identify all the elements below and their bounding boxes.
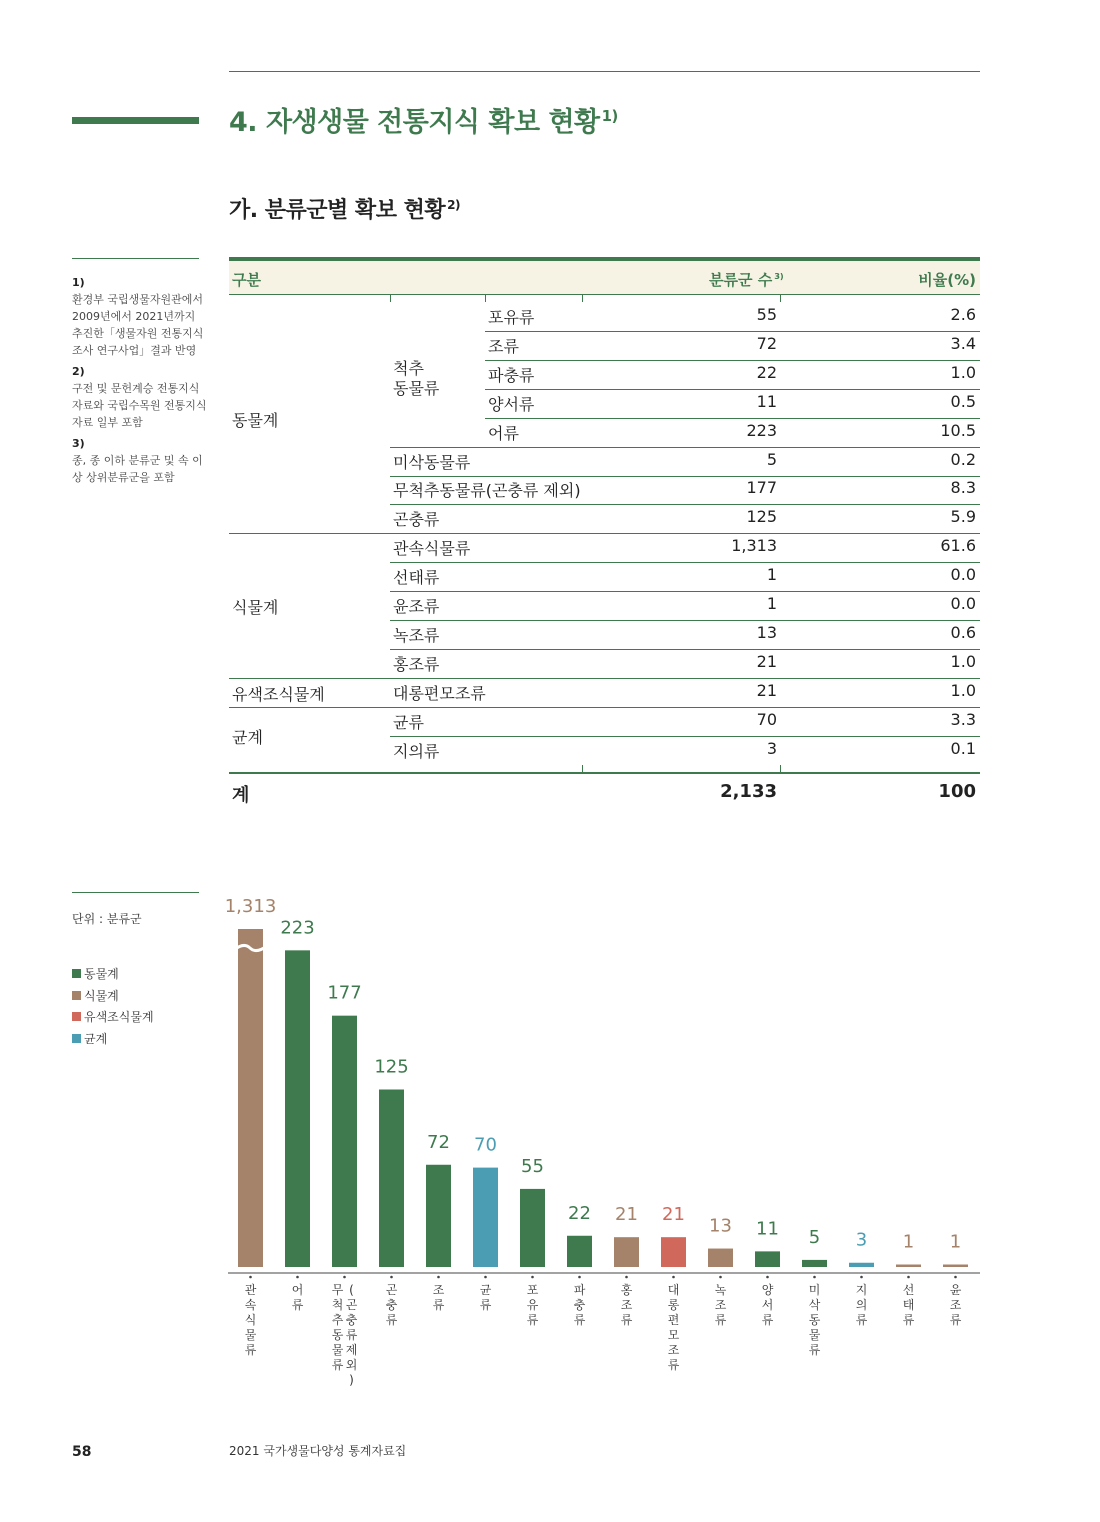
tick-label-char: 곤 xyxy=(385,1283,398,1297)
tick-label-char: 류 xyxy=(949,1313,962,1327)
table-row-name: 무척추동물류(곤충류 제외) xyxy=(393,481,581,501)
tick-label-char: 류 xyxy=(855,1313,868,1327)
chart-unit: 단위 : 분류군 xyxy=(72,912,142,926)
tick-label-char: 속 xyxy=(244,1298,257,1312)
header-category: 구분 xyxy=(232,271,261,289)
tick-label-char: 대 xyxy=(667,1283,680,1297)
tick-dot xyxy=(719,1276,722,1279)
tick-label-char: 롱 xyxy=(667,1298,680,1312)
legend-item: 식물계 xyxy=(72,986,154,1008)
tick-label-char: ) xyxy=(349,1373,354,1387)
tick-label-char: 관 xyxy=(244,1283,257,1297)
table-row-count: 22 xyxy=(756,362,777,382)
tick-label-char: 양 xyxy=(761,1283,774,1297)
table-row-ratio: 5.9 xyxy=(950,507,976,527)
bar xyxy=(285,950,310,1267)
tick-dot xyxy=(907,1276,910,1279)
section-title: 4. 자생생물 전통지식 확보 현황 $^{1)}$ xyxy=(229,107,618,138)
table-row-count: 21 xyxy=(756,680,777,700)
data-label: 1 xyxy=(902,1231,915,1253)
tick-label-char: 류 xyxy=(291,1298,304,1312)
tick-label-char: 윤 xyxy=(949,1283,962,1297)
tick-dot xyxy=(954,1276,957,1279)
table-row-name: 어류 xyxy=(488,423,519,443)
bar xyxy=(379,1090,404,1268)
table-row-name: 미삭동물류 xyxy=(393,452,471,472)
tick-label-char: 외 xyxy=(345,1358,358,1372)
table-row-ratio: 61.6 xyxy=(940,536,976,556)
total-ratio: 100 xyxy=(938,781,976,802)
group-chromista: 유색조식물계 xyxy=(232,685,325,704)
tick-label-char: 파 xyxy=(573,1283,586,1297)
tick-label-char: 물 xyxy=(244,1328,257,1342)
bar xyxy=(802,1260,827,1267)
tick-label-char: 조 xyxy=(667,1343,680,1357)
tick-label-char: 균 xyxy=(479,1283,492,1297)
table-row-ratio: 3.3 xyxy=(950,709,976,729)
data-label: 55 xyxy=(521,1155,544,1177)
tick-label-char: 포 xyxy=(526,1283,539,1297)
table-row-count: 11 xyxy=(756,391,777,411)
tick-label-char: 동 xyxy=(808,1313,821,1327)
table-row-count: 3 xyxy=(766,738,777,758)
table-row-count: 72 xyxy=(756,333,777,353)
footnote-text: 종, 종 이하 분류군 및 속 이상 상위분류군을 포함 xyxy=(72,454,203,484)
data-label: 177 xyxy=(327,982,362,1004)
table-row-ratio: 0.5 xyxy=(950,391,976,411)
table-row-ratio: 0.0 xyxy=(950,565,976,585)
data-label: 22 xyxy=(568,1202,591,1224)
tick-label-char: 류 xyxy=(808,1343,821,1357)
legend-item: 동물계 xyxy=(72,964,154,986)
bar xyxy=(661,1237,686,1267)
table-row-ratio: 1.0 xyxy=(950,680,976,700)
tick-dot xyxy=(249,1276,252,1279)
table-row-count: 13 xyxy=(756,622,777,642)
tick-label-char: 류 xyxy=(526,1313,539,1327)
tick-label-char: 류 xyxy=(714,1313,727,1327)
table-row-count: 55 xyxy=(756,305,777,324)
table-row-name: 포유류 xyxy=(488,308,535,327)
tick-dot xyxy=(296,1276,299,1279)
table-row-ratio: 0.2 xyxy=(950,449,976,469)
tick-label-char: 류 xyxy=(667,1358,680,1372)
table-row-ratio: 10.5 xyxy=(940,420,976,440)
tick-dot xyxy=(578,1276,581,1279)
tick-label-char: 선 xyxy=(902,1283,915,1297)
tick-label-char: 미 xyxy=(808,1283,821,1297)
total-count: 2,133 xyxy=(720,781,777,802)
tick-label-char: ( xyxy=(349,1283,354,1297)
tick-label-char: 서 xyxy=(761,1298,774,1312)
tick-label-char: 류 xyxy=(479,1298,492,1312)
data-label: 21 xyxy=(615,1204,638,1226)
data-label: 72 xyxy=(427,1131,450,1153)
bar xyxy=(755,1251,780,1267)
bar xyxy=(567,1236,592,1267)
tick-label-char: 어 xyxy=(291,1283,304,1297)
data-label: 5 xyxy=(808,1226,821,1248)
tick-label-char: 척 xyxy=(331,1298,344,1312)
tick-label-char: 충 xyxy=(385,1298,398,1312)
tick-label-char: 삭 xyxy=(808,1298,821,1312)
tick-label-char: 류 xyxy=(620,1313,633,1327)
table-row-name: 관속식물류 xyxy=(393,539,471,559)
legend-item: 균계 xyxy=(72,1029,154,1051)
bar xyxy=(520,1189,545,1267)
table-row-name: 선태류 xyxy=(393,568,440,588)
table-row-ratio: 0.6 xyxy=(950,622,976,642)
table-row-count: 70 xyxy=(756,709,777,729)
tick-label-char: 편 xyxy=(667,1313,680,1327)
table-row-count: 21 xyxy=(756,651,777,671)
tick-label-char: 지 xyxy=(855,1283,868,1297)
table-row-ratio: 1.0 xyxy=(950,651,976,671)
tick-dot xyxy=(343,1276,346,1279)
tick-label-char: 류 xyxy=(345,1328,358,1342)
table-row-count: 1 xyxy=(766,565,777,585)
section-subtitle: 가. 분류군별 확보 현황 $^{2)}$ xyxy=(229,197,461,223)
table-row-ratio: 2.6 xyxy=(950,305,976,324)
group-animal: 동물계 xyxy=(232,411,279,430)
table-row-name: 균류 xyxy=(393,712,424,732)
tick-dot xyxy=(484,1276,487,1279)
tick-label-char: 동 xyxy=(331,1328,344,1342)
tick-label-char: 의 xyxy=(855,1298,868,1312)
tick-label-char: 류 xyxy=(385,1313,398,1327)
tick-label-char: 태 xyxy=(902,1298,915,1312)
footnote-number: 1) xyxy=(72,276,85,289)
total-label: 계 xyxy=(232,785,250,806)
header-count: 분류군 수 $^{3)}$ xyxy=(709,271,784,289)
tick-label-char: 유 xyxy=(526,1298,539,1312)
table-row-name: 조류 xyxy=(488,336,519,356)
table-row-count: 223 xyxy=(746,420,777,440)
section-subtitle-note: 2) xyxy=(447,197,461,212)
bar xyxy=(238,929,263,1267)
table-row-name: 대롱편모조류 xyxy=(393,683,486,703)
data-label: 125 xyxy=(374,1056,409,1078)
table-row-ratio: 0.0 xyxy=(950,594,976,613)
tick-dot xyxy=(813,1276,816,1279)
tick-label-char: 무 xyxy=(331,1283,344,1297)
table-row-name: 양서류 xyxy=(488,394,535,414)
bar xyxy=(708,1249,733,1267)
table-row-name: 윤조류 xyxy=(393,597,440,616)
tick-label-char: 녹 xyxy=(714,1283,727,1297)
table-row-ratio: 0.1 xyxy=(950,738,976,758)
bar xyxy=(896,1265,921,1268)
tick-label-char: 류 xyxy=(761,1313,774,1327)
table-row-count: 5 xyxy=(766,449,777,469)
tick-label-char: 홍 xyxy=(620,1283,633,1297)
tick-label-char: 추 xyxy=(331,1313,344,1327)
table-row-ratio: 3.4 xyxy=(950,333,976,353)
tick-label-char: 조 xyxy=(620,1298,633,1312)
table-row-ratio: 8.3 xyxy=(950,478,976,498)
bar xyxy=(426,1165,451,1267)
legend-item: 유색조식물계 xyxy=(72,1007,154,1029)
tick-label-char: 류 xyxy=(244,1343,257,1357)
tick-dot xyxy=(766,1276,769,1279)
tick-label-char: 조 xyxy=(432,1283,445,1297)
tick-dot xyxy=(531,1276,534,1279)
data-label: 70 xyxy=(474,1134,497,1156)
publication-title: 2021 국가생물다양성 통계자료집 xyxy=(229,1444,407,1458)
table-row-count: 177 xyxy=(746,478,777,498)
table-row-ratio: 1.0 xyxy=(950,362,976,382)
table-row-name: 곤충류 xyxy=(393,510,440,530)
tick-label-char: 모 xyxy=(667,1328,680,1342)
tick-dot xyxy=(672,1276,675,1279)
footnote-number: 3) xyxy=(72,437,85,450)
group-plant: 식물계 xyxy=(232,598,279,617)
tick-dot xyxy=(437,1276,440,1279)
tick-dot xyxy=(860,1276,863,1279)
tick-label-char: 곤 xyxy=(345,1298,358,1312)
tick-dot xyxy=(625,1276,628,1279)
data-label: 21 xyxy=(662,1204,685,1226)
table-row-name: 파충류 xyxy=(488,365,535,385)
footnote-text: 구전 및 문헌계승 전통지식 자료와 국립수목원 전통지식 자료 일부 포함 xyxy=(72,382,207,429)
bar xyxy=(473,1168,498,1267)
tick-dot xyxy=(390,1276,393,1279)
bar xyxy=(332,1016,357,1267)
tick-label-char: 류 xyxy=(902,1313,915,1327)
bar xyxy=(849,1263,874,1267)
footnote-text: 환경부 국립생물자원관에서 2009년에서 2021년까지 추진한「생물자원 전통지식 조사 연구사업」결과 반영 xyxy=(72,293,204,357)
footnote-number: 2) xyxy=(72,365,85,378)
data-label: 3 xyxy=(855,1229,868,1251)
table-row-count: 1,313 xyxy=(731,536,777,556)
data-label: 11 xyxy=(756,1218,779,1240)
table-row-count: 1 xyxy=(766,594,777,613)
page-number: 58 xyxy=(72,1444,92,1460)
tick-label-char: 충 xyxy=(573,1298,586,1312)
tick-label-char: 식 xyxy=(244,1313,257,1327)
bar xyxy=(614,1237,639,1267)
section-title-note: 1) xyxy=(601,107,618,125)
tick-label-char: 류 xyxy=(573,1313,586,1327)
group-fungi: 균계 xyxy=(232,728,263,747)
data-label: 223 xyxy=(280,917,315,939)
table-row-name: 홍조류 xyxy=(393,654,440,674)
tick-label-char: 류 xyxy=(331,1358,344,1372)
bar xyxy=(943,1265,968,1268)
tick-label-char: 조 xyxy=(714,1298,727,1312)
tick-label-char: 물 xyxy=(331,1343,344,1357)
data-label: 1 xyxy=(949,1231,962,1253)
tick-label-char: 류 xyxy=(432,1298,445,1312)
tick-label-char: 물 xyxy=(808,1328,821,1342)
data-label: 13 xyxy=(709,1215,732,1237)
table-row-name: 지의류 xyxy=(393,741,440,761)
group-vertebrate: 척추 동물류 xyxy=(393,359,440,398)
tick-label-char: 충 xyxy=(345,1313,358,1327)
table-row-count: 125 xyxy=(746,507,777,527)
table-row-name: 녹조류 xyxy=(393,625,440,645)
tick-label-char: 조 xyxy=(949,1298,962,1312)
data-label: 1,313 xyxy=(224,896,277,917)
tick-label-char: 제 xyxy=(345,1343,358,1357)
header-ratio: 비율(%) xyxy=(918,271,976,289)
